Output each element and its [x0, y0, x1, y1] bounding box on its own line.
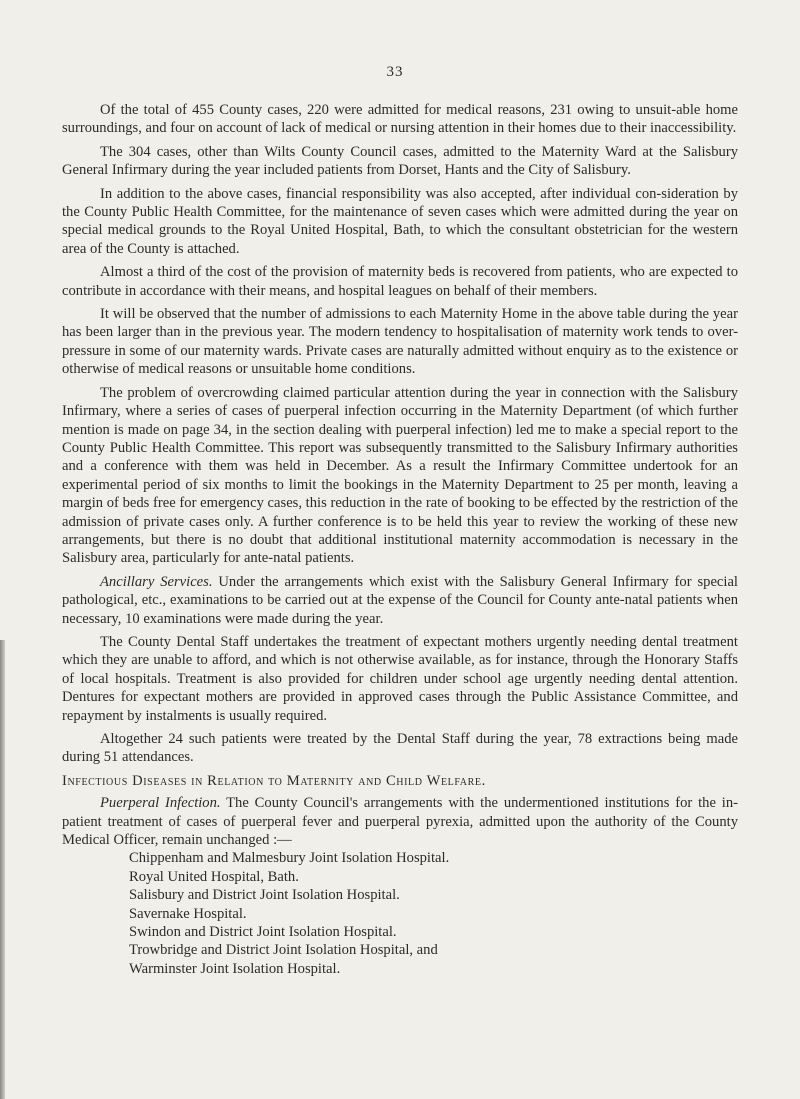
puerperal-infection-heading: Puerperal Infection.: [100, 795, 221, 812]
ancillary-services-heading: Ancillary Services.: [100, 573, 213, 590]
hospital-item: Salisbury and District Joint Isolation Hospital.: [129, 887, 400, 904]
hospital-item: Chippenham and Malmesbury Joint Isolation Hospital.: [129, 850, 450, 867]
paragraph-county-cases: Of the total of 455 County cases, 220 were admitted for medical reasons, 231 owing to unsuit-able home surroundings, and four on account of lack of medical or nursing attention in their homes due to their inaccessibility.: [62, 102, 738, 137]
paragraph-dental-totals: Altogether 24 such patients were treated by the Dental Staff during the year, 78 extractions being made during 51 attendances.: [62, 731, 738, 766]
paragraph-admissions-trend: It will be observed that the number of admissions to each Maternity Home in the above table during the year has been larger than in the previous year. The modern tendency to hospitalisation of maternity work tends to over-pressure in some of our maternity wards. Private cases are naturally admitted without enquiry as to the existence or otherwise of medical reasons or unsuitable home conditions.: [62, 306, 738, 378]
document-body: [62, 101, 738, 978]
paragraph-financial-responsibility: In addition to the above cases, financial responsibility was also accepted, after individual con-sideration by the County Public Health Committee, for the maintenance of seven cases which were admitted during the year on special medical grounds to the Royal United Hospital, Bath, to which the consultant obstetrician for the western area of the County is attached.: [62, 185, 738, 257]
puerperal-infection-text: The County Council's arrangements with the undermentioned institutions for the in-patient treatment of cases of puerperal fever and puerperal pyrexia, admitted upon the authority of the County Medical Officer, remain unchanged :—: [62, 795, 738, 849]
paragraph-other-cases: The 304 cases, other than Wilts County Council cases, admitted to the Maternity Ward at the Salisbury General Infirmary during the year included patients from Dorset, Hants and the City of Salisbury.: [62, 143, 738, 179]
section-heading-infectious-diseases: Infectious Diseases in Relation to Maternity and Child Welfare.: [62, 772, 486, 789]
page-edge-shadow: [0, 640, 5, 1099]
hospital-list: [62, 849, 738, 978]
paragraph-dental-staff: The County Dental Staff undertakes the treatment of expectant mothers urgently needing dental treatment which they are unable to afford, and which is not otherwise available, as for instance, through the Honorary Staffs of local hospitals. Treatment is also provided for children under school age urgently needing dental attention. Dentures for expectant mothers are provided in approved cases through the Public Assistance Committee, and repayment by instalments is usually required.: [62, 633, 738, 724]
hospital-item: Royal United Hospital, Bath.: [129, 868, 299, 885]
paragraph-cost-recovery: Almost a third of the cost of the provision of maternity beds is recovered from patients, who are expected to contribute in accordance with their means, and hospital leagues on behalf of their members.: [62, 264, 738, 299]
ancillary-services-text: Under the arrangements which exist with the Salisbury General Infirmary for special pathological, etc., examinations to be carried out at the expense of the Council for County ante-natal patients when necessary, 10 examinations were made during the year.: [62, 573, 738, 627]
paragraph-ancillary-services: [62, 573, 738, 628]
hospital-item: Savernake Hospital.: [129, 905, 247, 922]
hospital-item: Swindon and District Joint Isolation Hospital.: [129, 924, 397, 941]
paragraph-overcrowding: The problem of overcrowding claimed particular attention during the year in connection with the Salisbury Infirmary, where a series of cases of puerperal infection occurring in the Maternity Department (of which further mention is made on page 34, in the section dealing with puerperal infection) led me to make a special report to the County Public Health Committee. This report was subsequently transmitted to the Salisbury Infirmary authorities and a conference with them was held in December. As a result the Infirmary Committee undertook for an experimental period of six months to limit the bookings in the Maternity Department to 25 per month, leaving a margin of beds free for emergency cases, this reduction in the rate of booking to be effected by the restriction of the admission of private cases only. A further conference is to be held this year to review the working of these new arrangements, but there is no doubt that additional institutional maternity accommodation is necessary in the Salisbury area, particularly for ante-natal patients.: [62, 384, 738, 567]
hospital-item: Warminster Joint Isolation Hospital.: [129, 960, 341, 977]
paragraph-puerperal-infection: [62, 794, 738, 849]
hospital-item: Trowbridge and District Joint Isolation Hospital, and: [129, 942, 438, 959]
page-number: 33: [386, 64, 404, 80]
